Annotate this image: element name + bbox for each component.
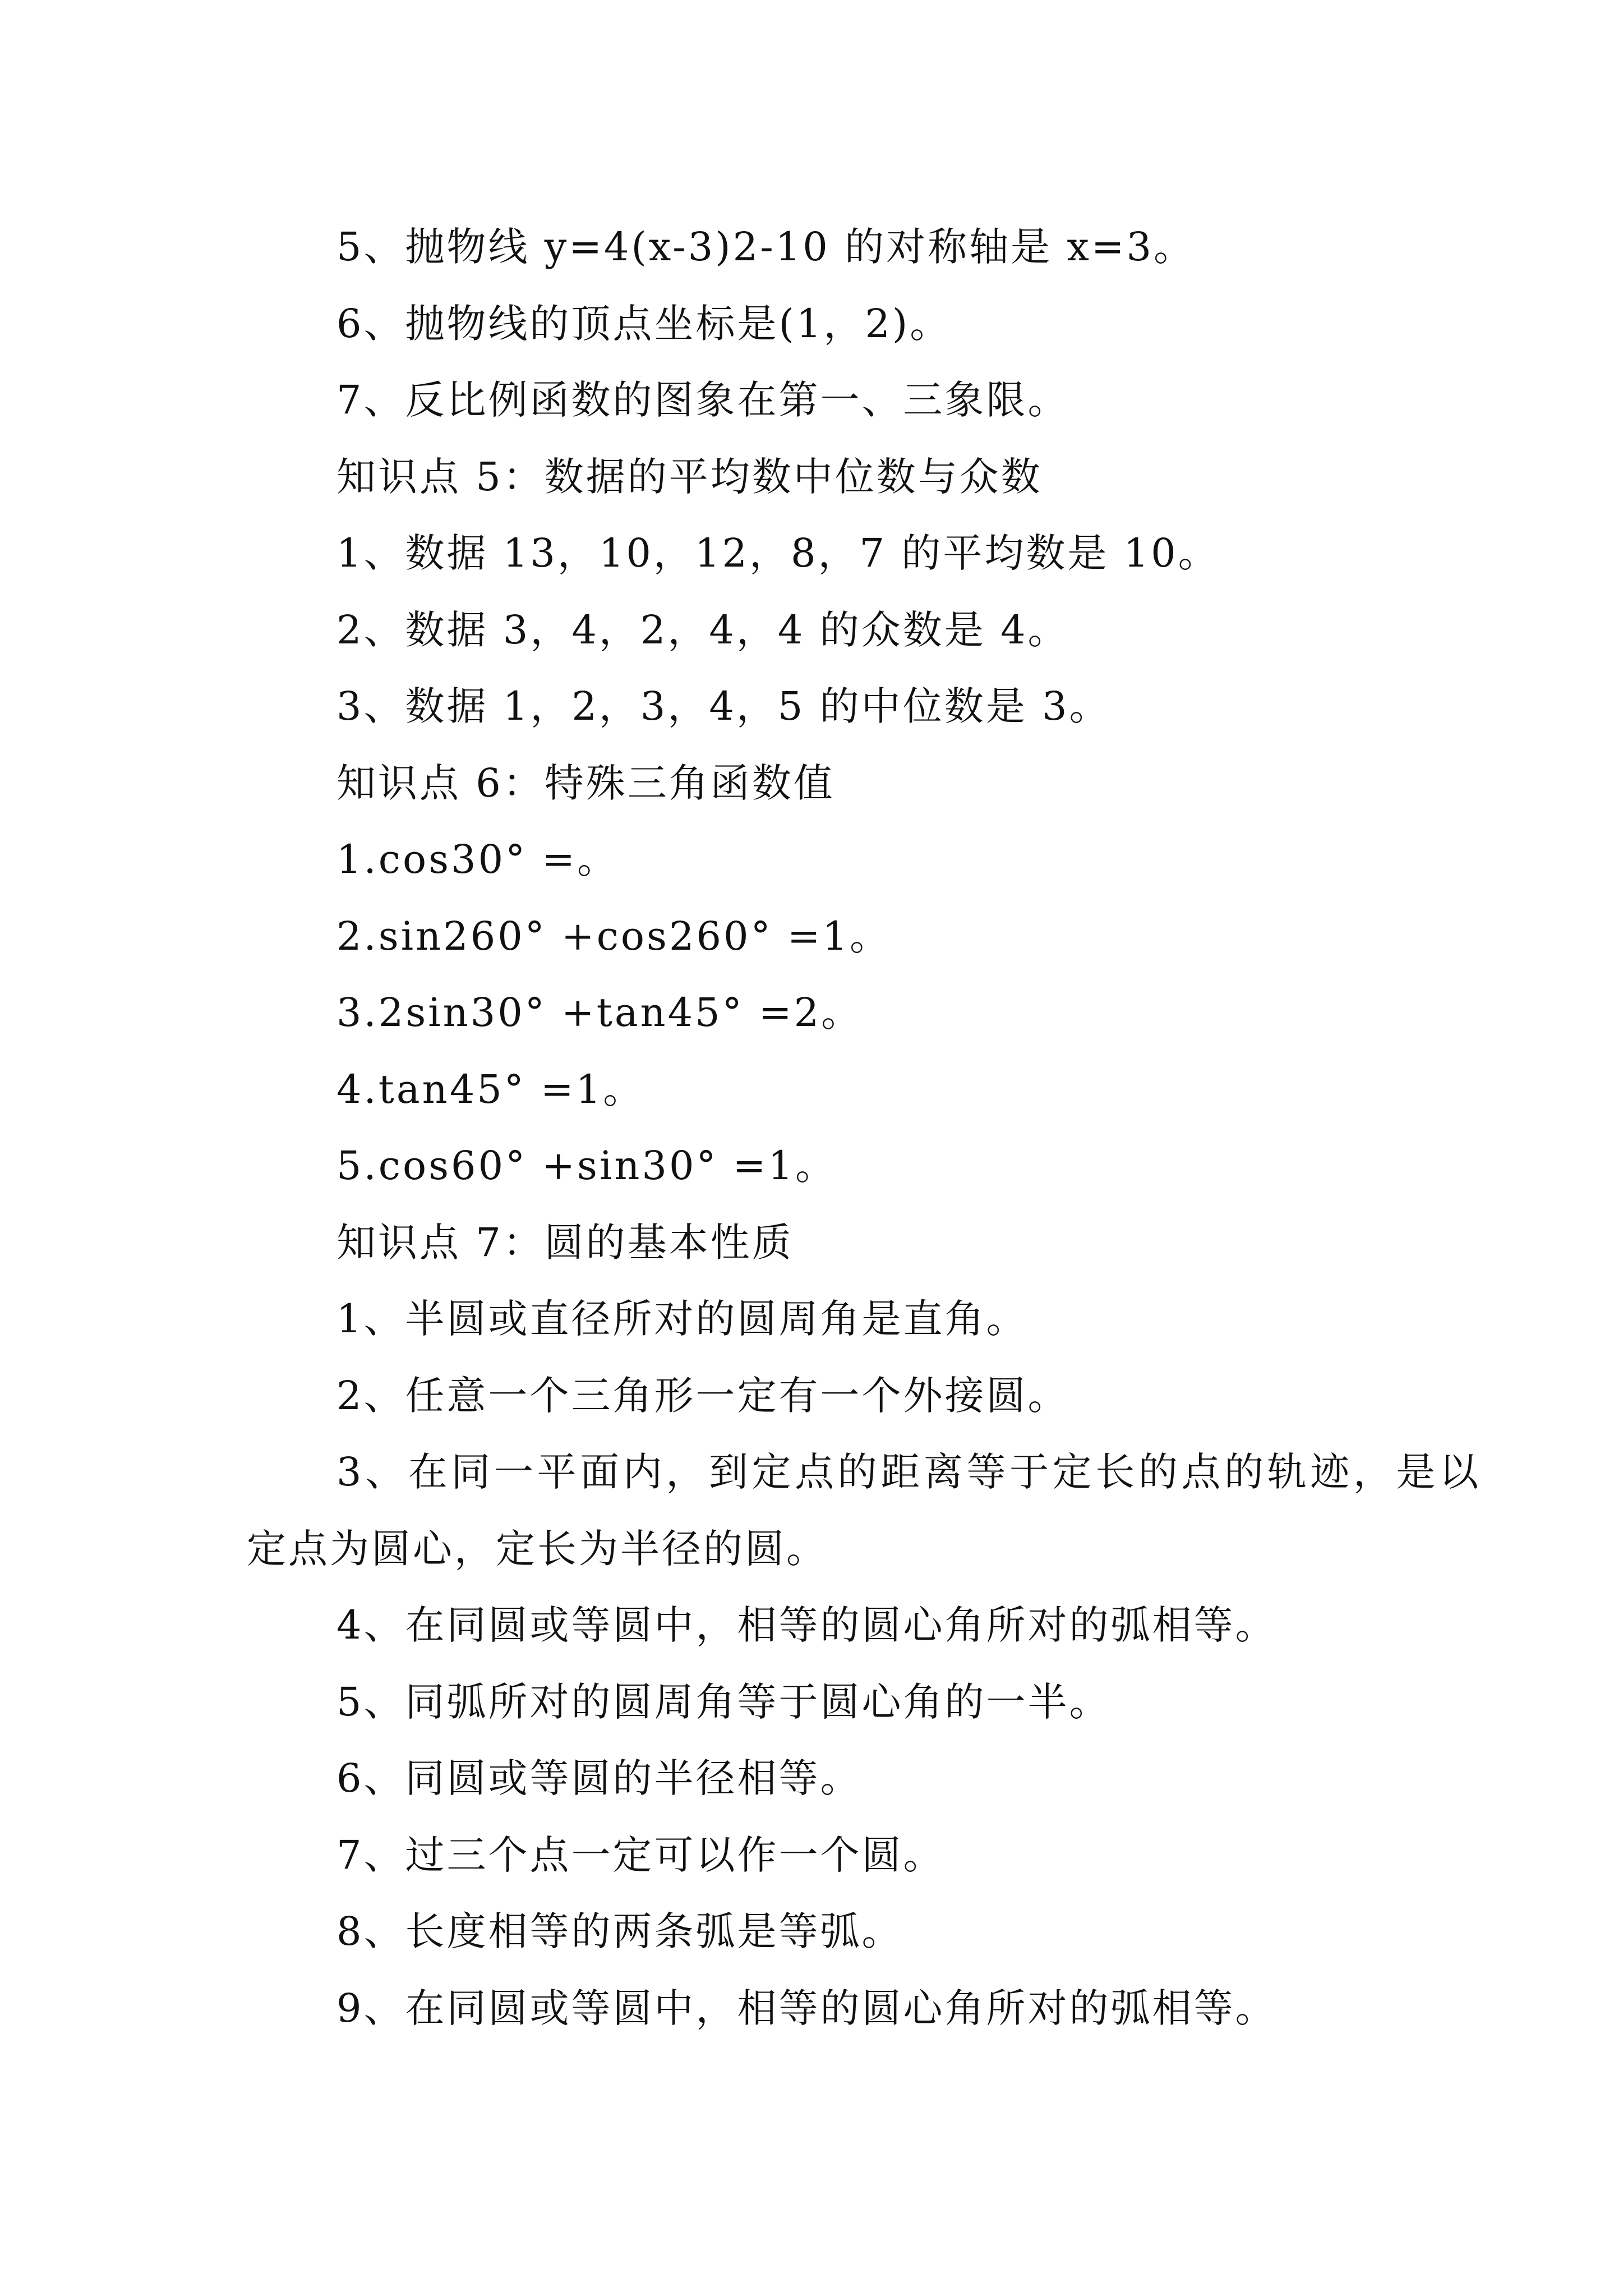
paragraph-mode: 2、数据 3，4，2，4，4 的众数是 4。: [336, 606, 1069, 653]
section-heading-5: 知识点 5：数据的平均数中位数与众数: [336, 453, 1043, 500]
section-heading-6: 知识点 6：特殊三角函数值: [336, 760, 835, 806]
document-body: [247, 209, 1481, 2046]
paragraph-median: 3、数据 1，2，3，4，5 的中位数是 3。: [336, 683, 1111, 729]
paragraph-circle-8: 8、长度相等的两条弧是等弧。: [336, 1908, 903, 1954]
paragraph-circle-6: 6、同圆或等圆的半径相等。: [336, 1755, 862, 1801]
paragraph-parabola-axis: 5、抛物线 y=4(x-3)2-10 的对称轴是 x=3。: [336, 224, 1196, 270]
paragraph-circle-3: 3、在同一平面内，到定点的距离等于定长的点的轨迹，是以定点为圆心，定长为半径的圆。: [247, 1449, 1481, 1572]
section-heading-7: 知识点 7：圆的基本性质: [336, 1219, 794, 1266]
paragraph-trig-3: 3.2sin30° +tan45° =2。: [336, 990, 863, 1036]
paragraph-trig-4: 4.tan45° =1。: [336, 1066, 645, 1112]
paragraph-mean: 1、数据 13，10，12，8，7 的平均数是 10。: [336, 530, 1220, 576]
paragraph-trig-2: 2.sin260° +cos260° =1。: [336, 913, 892, 959]
paragraph-trig-1: 1.cos30° =。: [336, 836, 619, 882]
paragraph-circle-2: 2、任意一个三角形一定有一个外接圆。: [336, 1372, 1069, 1419]
paragraph-circle-4: 4、在同圆或等圆中，相等的圆心角所对的弧相等。: [336, 1602, 1277, 1648]
paragraph-inverse-function: 7、反比例函数的图象在第一、三象限。: [336, 377, 1069, 423]
paragraph-circle-9: 9、在同圆或等圆中，相等的圆心角所对的弧相等。: [336, 1985, 1277, 2031]
paragraph-circle-5: 5、同弧所对的圆周角等于圆心角的一半。: [336, 1678, 1111, 1725]
paragraph-circle-1: 1、半圆或直径所对的圆周角是直角。: [336, 1296, 1028, 1342]
paragraph-parabola-vertex: 6、抛物线的顶点坐标是(1，2)。: [336, 300, 952, 347]
paragraph-trig-5: 5.cos60° +sin30° =1。: [336, 1143, 837, 1189]
paragraph-circle-7: 7、过三个点一定可以作一个圆。: [336, 1832, 945, 1878]
